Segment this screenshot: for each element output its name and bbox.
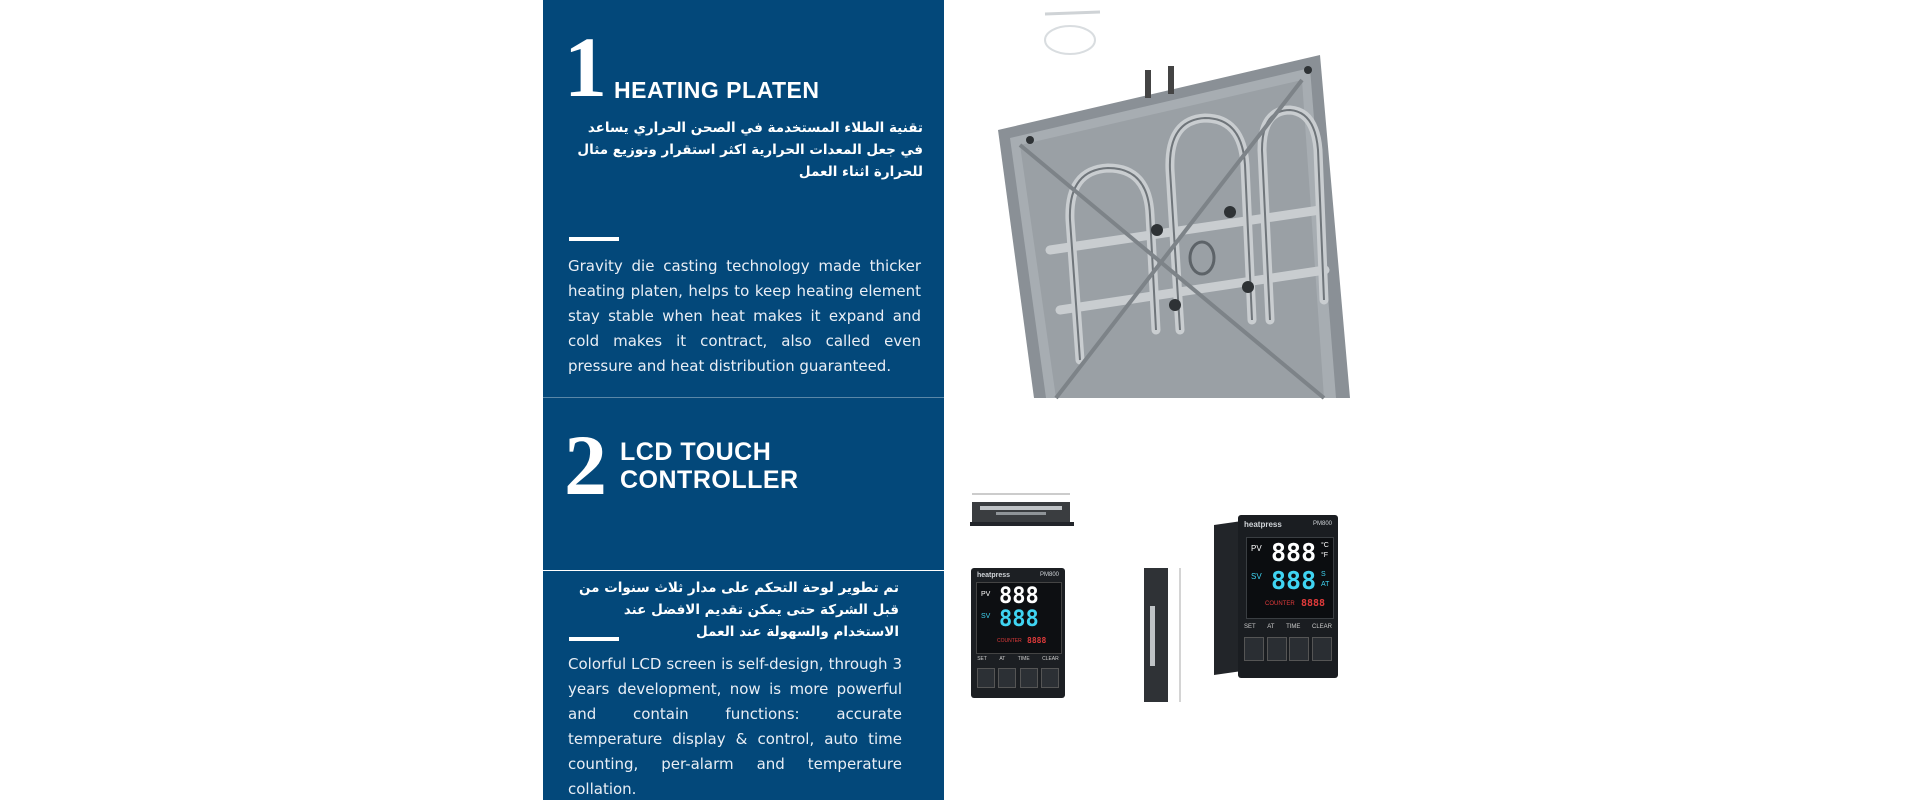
up-arrow-icon xyxy=(1020,668,1038,688)
controller-pv: PV xyxy=(1251,544,1262,553)
controller-button-labels xyxy=(1244,624,1332,630)
controller-small-sv-digits: 888 xyxy=(999,607,1039,632)
down-key-icon xyxy=(1267,637,1287,661)
btn-label-at: AT xyxy=(999,656,1006,662)
controller-side-view xyxy=(1140,566,1190,706)
section1-number: 1 xyxy=(564,19,607,115)
section-divider xyxy=(543,397,944,398)
controller-top-view xyxy=(966,490,1076,540)
controller-small-brand: heatpress xyxy=(977,572,1011,579)
controller-at: AT xyxy=(1321,581,1330,588)
controller-screen xyxy=(1246,537,1334,619)
set-button-icon xyxy=(977,668,995,688)
controller-small-model: PM800 xyxy=(1039,572,1059,578)
controller-small-pv: PV xyxy=(981,591,991,598)
section2-arabic-text: تم تطوير لوحة التحكم على مدار ثلاث سنوات من قبل الشركة حتى يمكن تقديم الافضل عند الاستخدام والسهولة عند العمل xyxy=(578,580,899,640)
controller-unit-f: °F xyxy=(1321,552,1329,559)
controller-sv: SV xyxy=(1251,572,1262,581)
controller-counter: COUNTER xyxy=(1265,601,1295,607)
clear-key-icon xyxy=(1312,637,1332,661)
section1-dash xyxy=(569,237,619,241)
section2-dash xyxy=(569,637,619,641)
btn-label-set: SET xyxy=(977,656,987,662)
section2-title-line2: CONTROLLER xyxy=(620,466,799,494)
controller-model: PM800 xyxy=(1312,521,1332,527)
down-arrow-icon xyxy=(998,668,1016,688)
section2-description: Colorful LCD screen is self-design, through 3 years development, now is more powerful and contain functions: accurate temperature display & control, auto time counting, per-alarm and temperature collation. xyxy=(568,655,902,798)
controller-unit-c: °C xyxy=(1321,542,1329,549)
up-key-icon xyxy=(1289,637,1309,661)
controller-pv-digits: 888 xyxy=(1271,538,1317,567)
controller-small-sv: SV xyxy=(981,613,991,620)
controller-buttons xyxy=(1244,637,1332,661)
btn-label-time: TIME xyxy=(1017,656,1030,662)
section2-number: 2 xyxy=(564,417,607,513)
controller-sv-digits: 888 xyxy=(1271,566,1317,595)
controller-small-screen xyxy=(976,582,1062,654)
controller-small-pv-digits: 888 xyxy=(999,584,1039,609)
btn-label-clear: CLEAR xyxy=(1042,656,1059,662)
section1-description: Gravity die casting technology made thicker heating platen, helps to keep heating element stay stable when heat makes it expand and cold makes it contract, also called even pressure and heat distribution guaranteed. xyxy=(568,257,921,375)
controller-small-counter-digits: 8888 xyxy=(1027,636,1047,645)
btn-label-time-3d: TIME xyxy=(1286,624,1301,630)
btn-label-at-3d: AT xyxy=(1267,624,1275,630)
controller-front-small xyxy=(971,568,1065,698)
controller-3d-view xyxy=(1214,515,1338,678)
feature-panel xyxy=(543,0,944,800)
section2-title xyxy=(620,438,799,494)
controller-3d-front xyxy=(1238,515,1338,678)
controller-small-buttons xyxy=(975,668,1061,688)
controller-brand: heatpress xyxy=(1244,520,1282,529)
clear-button-icon xyxy=(1041,668,1059,688)
controller-unit-s: S xyxy=(1321,571,1326,578)
heating-platen-image xyxy=(990,0,1360,400)
controller-small-button-labels xyxy=(971,656,1065,662)
set-key-icon xyxy=(1244,637,1264,661)
controller-small-counter: COUNTER xyxy=(997,638,1022,644)
section2-title-line1: LCD TOUCH xyxy=(620,438,772,466)
btn-label-set-3d: SET xyxy=(1244,624,1256,630)
btn-label-clear-3d: CLEAR xyxy=(1311,624,1332,630)
controller-counter-digits: 8888 xyxy=(1301,598,1326,609)
section1-title: HEATING PLATEN xyxy=(614,77,820,103)
section1-arabic-text: تقنية الطلاء المستخدمة في الصحن الحراري يساعد في جعل المعدات الحرارية اكثر استقرار وتوزيع مثال للحرارة اثناء العمل xyxy=(577,120,923,180)
